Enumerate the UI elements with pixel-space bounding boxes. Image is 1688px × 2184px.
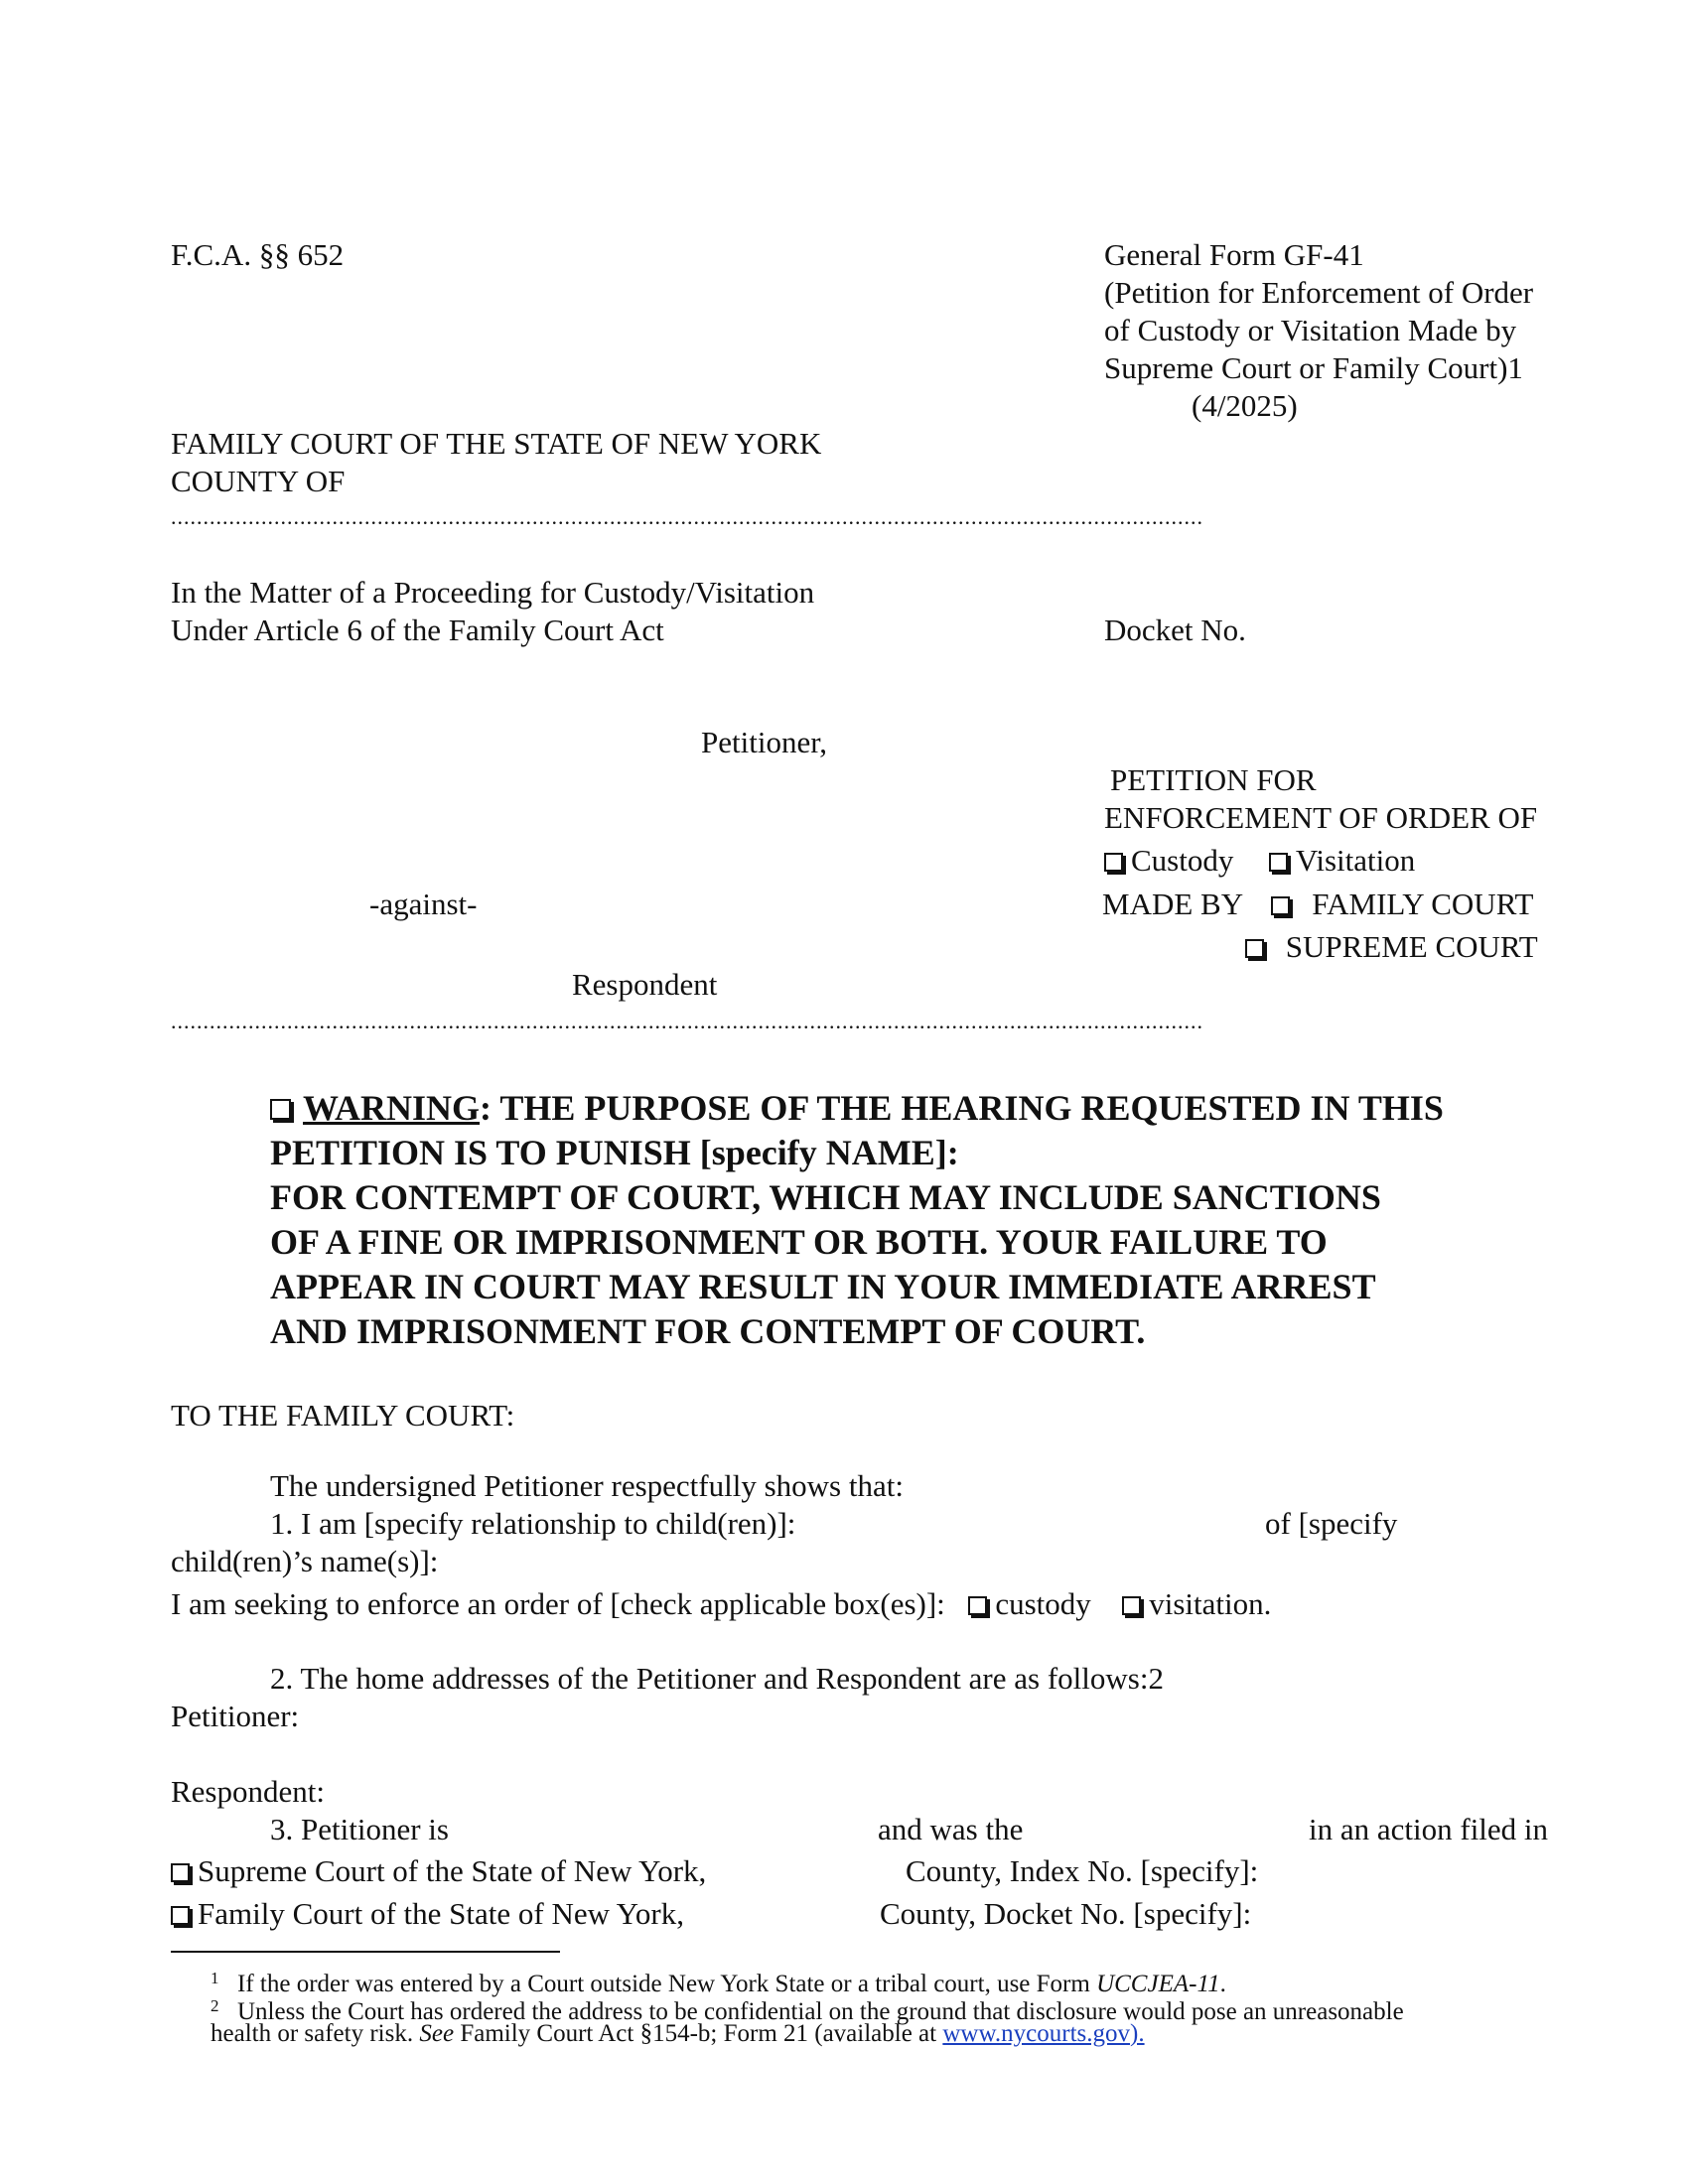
footnote-2-text-2b: Family Court Act §154-b; Form 21 (available at [460,2020,937,2047]
footnote-1-end: . [1219,1971,1226,1997]
footnote-2-text-2a: health or safety risk. [211,2020,414,2047]
respondent-label: Respondent [572,967,718,1002]
warning-line-1 [270,1086,1444,1131]
matter-line-1: In the Matter of a Proceeding for Custody/Visitation [171,575,815,610]
to-the-court: TO THE FAMILY COURT: [171,1398,515,1433]
family-court-docket: County, Docket No. [specify]: [880,1896,1252,1931]
supreme-court-line-label: Supreme Court of the State of New York, [198,1853,707,1888]
docket-number-label: Docket No. [1104,613,1246,647]
respondent-address-label: Respondent: [171,1774,325,1809]
warning-checkbox[interactable] [270,1099,291,1120]
item-3-petitioner-is: 3. Petitioner is [270,1812,449,1846]
item-1-order-type [171,1585,1271,1623]
visitation-option-label: Visitation [1295,843,1416,878]
form-date: (4/2025) [1192,388,1298,423]
item-1-visitation-checkbox[interactable] [1122,1596,1141,1615]
warning-text-1: : THE PURPOSE OF THE HEARING REQUESTED IN THIS [480,1088,1444,1128]
footnote-1-form: UCCJEA-11 [1096,1971,1220,1997]
warning-label: WARNING [303,1088,481,1128]
item-1-child-names: child(ren)’s name(s)]: [171,1544,439,1578]
item-3-supreme-court-checkbox[interactable] [171,1863,190,1882]
item-3-action-filed-in: in an action filed in [1309,1812,1549,1846]
custody-checkbox[interactable] [1104,853,1123,872]
item-3-and-was-the: and was the [878,1812,1024,1846]
family-court-option-label: FAMILY COURT [1312,887,1534,921]
custody-option-label: Custody [1131,843,1234,878]
item-1-relationship: 1. I am [specify relationship to child(ren)]: [270,1506,796,1541]
warning-line-2: PETITION IS TO PUNISH [specify NAME]: [270,1133,959,1172]
nycourts-link-text: www.nycourts.gov [942,2020,1130,2047]
item-1-of-specify: of [specify [1265,1506,1398,1541]
item-1-visitation-label: visitation. [1149,1586,1272,1621]
item-1-order-type-text: I am seeking to enforce an order of [check applicable box(es)]: [171,1586,945,1621]
warning-line-6: AND IMPRISONMENT FOR CONTEMPT OF COURT. [270,1311,1146,1351]
petition-title-line-2: ENFORCEMENT OF ORDER OF [1104,800,1538,835]
footnote-2-see: See [419,2020,455,2047]
item-3-family-court-checkbox[interactable] [171,1906,190,1925]
footnote-2-text-1: Unless the Court has ordered the address to be confidential on the ground that disclosure would pose an unreasonable [237,1998,1404,2025]
item-2-addresses: 2. The home addresses of the Petitioner and Respondent are as follows:2 [270,1661,1164,1696]
form-title-line-1: (Petition for Enforcement of Order [1104,275,1534,310]
made-by-line [1102,886,1533,923]
statute-reference: F.C.A. §§ 652 [171,237,345,272]
family-court-option-line [171,1895,684,1933]
footnote-2-number: 2 [211,1996,219,2015]
footnote-1-text: If the order was entered by a Court outside New York State or a tribal court, use Form [237,1971,1090,1997]
warning-line-5: APPEAR IN COURT MAY RESULT IN YOUR IMMEDIATE ARREST [270,1267,1376,1306]
caption-divider-top: ................................................................................................................................................................ [171,504,1203,529]
supreme-court-option [1245,928,1538,966]
against-label: -against- [369,887,478,921]
footnote-2-line-2 [211,2020,1145,2048]
petitioner-address-label: Petitioner: [171,1699,300,1733]
visitation-checkbox[interactable] [1269,853,1288,872]
nycourts-link-end: ). [1130,2020,1145,2047]
warning-line-4: OF A FINE OR IMPRISONMENT OR BOTH. YOUR FAILURE TO [270,1222,1328,1262]
warning-line-3: FOR CONTEMPT OF COURT, WHICH MAY INCLUDE SANCTIONS [270,1177,1381,1217]
family-court-checkbox[interactable] [1271,896,1290,915]
order-type-options [1104,842,1415,880]
petition-title-line-1: PETITION FOR [1110,762,1317,797]
made-by-label: MADE BY [1102,887,1242,921]
county-label: COUNTY OF [171,464,346,498]
item-1-custody-label: custody [995,1586,1091,1621]
form-title-line-2: of Custody or Visitation Made by [1104,313,1517,347]
court-name: FAMILY COURT OF THE STATE OF NEW YORK [171,426,822,461]
caption-divider-bottom: ................................................................................................................................................................ [171,1009,1203,1033]
form-number: General Form GF-41 [1104,237,1364,272]
supreme-court-checkbox[interactable] [1245,939,1264,958]
nycourts-link[interactable] [942,2020,1144,2047]
footnote-1-number: 1 [211,1969,219,1987]
matter-line-2: Under Article 6 of the Family Court Act [171,613,664,647]
item-1-custody-checkbox[interactable] [968,1596,987,1615]
supreme-court-option-line [171,1852,706,1890]
supreme-court-option-label: SUPREME COURT [1285,929,1538,964]
form-title-line-3: Supreme Court or Family Court)1 [1104,350,1523,385]
petition-intro: The undersigned Petitioner respectfully shows that: [270,1468,904,1503]
footnote-separator [171,1951,560,1953]
petitioner-label: Petitioner, [701,725,828,759]
supreme-court-index: County, Index No. [specify]: [906,1853,1259,1888]
family-court-line-label: Family Court of the State of New York, [198,1896,684,1931]
